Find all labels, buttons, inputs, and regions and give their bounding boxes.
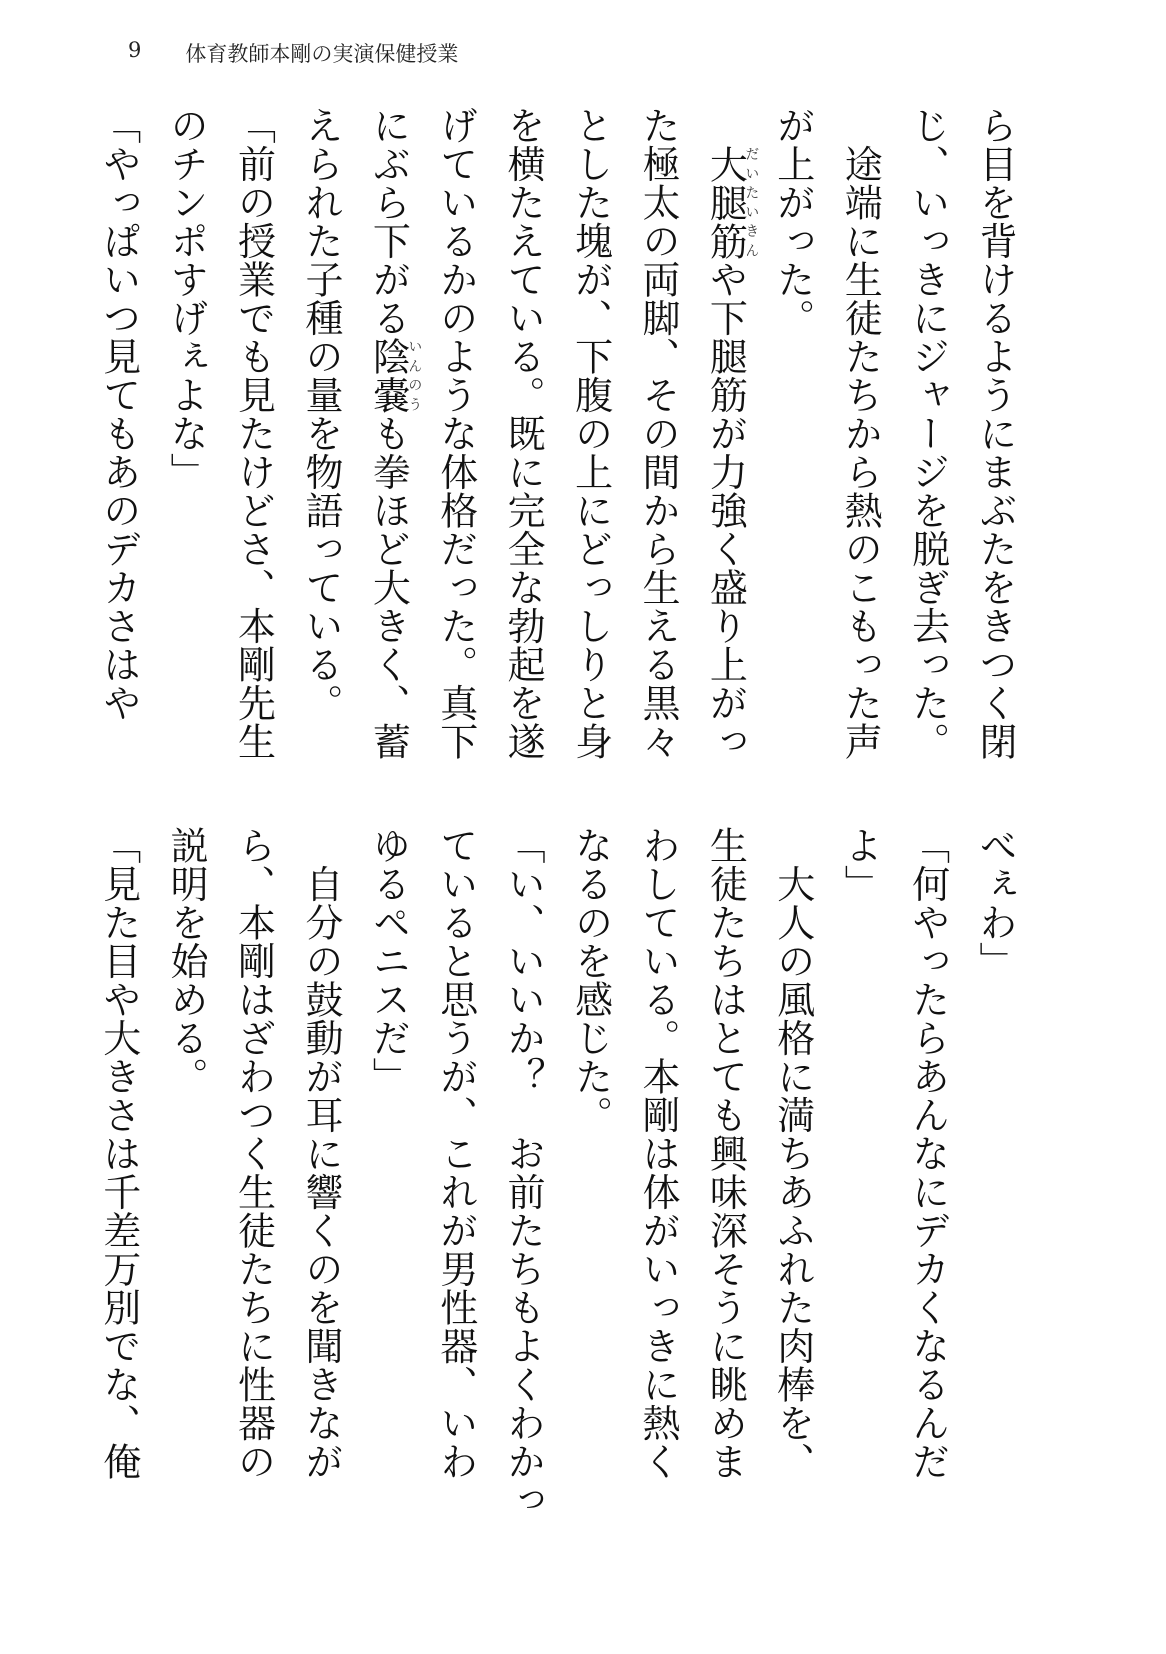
ruby-word: 大腿筋だいたいきん bbox=[703, 144, 760, 260]
text-line bbox=[219, 826, 286, 1506]
text-segment: ら、本剛はざわつく生徒たちに性器の bbox=[231, 826, 276, 1481]
text-line bbox=[826, 106, 893, 786]
text-segment: ていると思うが、これが男性器、いわ bbox=[433, 826, 478, 1481]
text-segment: にぶら下がる bbox=[366, 106, 411, 337]
text-segment: 「い、いいか？ お前たちもよくわかっ bbox=[501, 826, 546, 1519]
text-line bbox=[489, 106, 556, 786]
text-line bbox=[556, 106, 623, 786]
text-segment: 「何やったらあんなにデカくなるんだ bbox=[905, 826, 950, 1481]
text-line bbox=[152, 106, 219, 786]
text-segment: よ」 bbox=[838, 826, 883, 903]
text-segment: 大人の風格に満ちあふれた肉棒を、 bbox=[770, 826, 815, 1481]
running-header bbox=[128, 38, 458, 68]
text-segment bbox=[703, 106, 747, 145]
text-segment: 自分の鼓動が耳に響くのを聞きなが bbox=[298, 826, 343, 1481]
text-segment: のチンポすげぇよな」 bbox=[164, 106, 209, 491]
text-line bbox=[84, 826, 151, 1506]
text-segment: とした塊が、下腹の上にどっしりと身 bbox=[568, 106, 613, 761]
text-line bbox=[624, 106, 691, 786]
text-line bbox=[961, 106, 1028, 786]
text-segment: えられた子種の量を物語っている。 bbox=[298, 106, 343, 722]
furigana: だいたいきん bbox=[743, 144, 760, 260]
text-segment: じ、いっきにジャージを脱ぎ去った。 bbox=[905, 106, 950, 761]
text-line bbox=[84, 106, 151, 786]
text-segment: ら目を背けるようにまぶたをきつく閉 bbox=[973, 106, 1017, 761]
text-line bbox=[624, 826, 691, 1506]
text-segment: 「見た目や大きさは千差万別でな、俺 bbox=[96, 826, 141, 1481]
text-segment: や下腿筋が力強く盛り上がっ bbox=[703, 260, 748, 761]
text-segment: 途端に生徒たちから熱のこもった声 bbox=[838, 106, 883, 761]
text-line bbox=[354, 826, 421, 1506]
text-line bbox=[152, 826, 219, 1506]
text-line bbox=[893, 826, 960, 1506]
text-segment: も拳ほど大きく、蓄 bbox=[366, 414, 411, 761]
text-segment: べぇわ」 bbox=[973, 826, 1017, 980]
text-segment: なるのを感じた。 bbox=[568, 826, 613, 1134]
text-line bbox=[354, 106, 421, 786]
text-segment: を横たえている。既に完全な勃起を遂 bbox=[501, 106, 546, 761]
text-segment: 「前の授業でも見たけどさ、本剛先生 bbox=[231, 106, 276, 761]
text-segment: が上がった。 bbox=[770, 106, 815, 337]
text-segment: 説明を始める。 bbox=[164, 826, 209, 1096]
text-line bbox=[556, 826, 623, 1506]
text-segment: 「やっぱいつ見てもあのデカさはや bbox=[96, 106, 141, 722]
text-line bbox=[421, 106, 488, 786]
ruby-word: 陰嚢いんのう bbox=[366, 337, 423, 414]
text-block-top bbox=[84, 106, 1028, 786]
text-segment: 生徒たちはとても興味深そうに眺めま bbox=[703, 826, 748, 1481]
text-line bbox=[826, 826, 893, 1506]
page-number: 9 bbox=[128, 38, 142, 62]
book-title: 体育教師本剛の実演保健授業 bbox=[185, 42, 459, 66]
text-line bbox=[758, 106, 825, 786]
text-line bbox=[691, 106, 758, 786]
text-line bbox=[287, 826, 354, 1506]
text-segment: わしている。本剛は体がいっきに熱く bbox=[635, 826, 680, 1481]
text-line bbox=[489, 826, 556, 1519]
text-line bbox=[421, 826, 488, 1506]
text-line bbox=[961, 826, 1028, 1506]
text-line bbox=[893, 106, 960, 786]
text-block-bottom bbox=[84, 826, 1028, 1519]
text-segment: た極太の両脚、その間から生える黒々 bbox=[635, 106, 680, 761]
text-segment: げているかのような体格だった。真下 bbox=[433, 106, 478, 761]
text-line bbox=[758, 826, 825, 1506]
text-line bbox=[287, 106, 354, 786]
text-line bbox=[691, 826, 758, 1506]
furigana: いんのう bbox=[406, 337, 423, 414]
text-segment: ゆるペニスだ」 bbox=[366, 826, 411, 1096]
text-line bbox=[219, 106, 286, 786]
